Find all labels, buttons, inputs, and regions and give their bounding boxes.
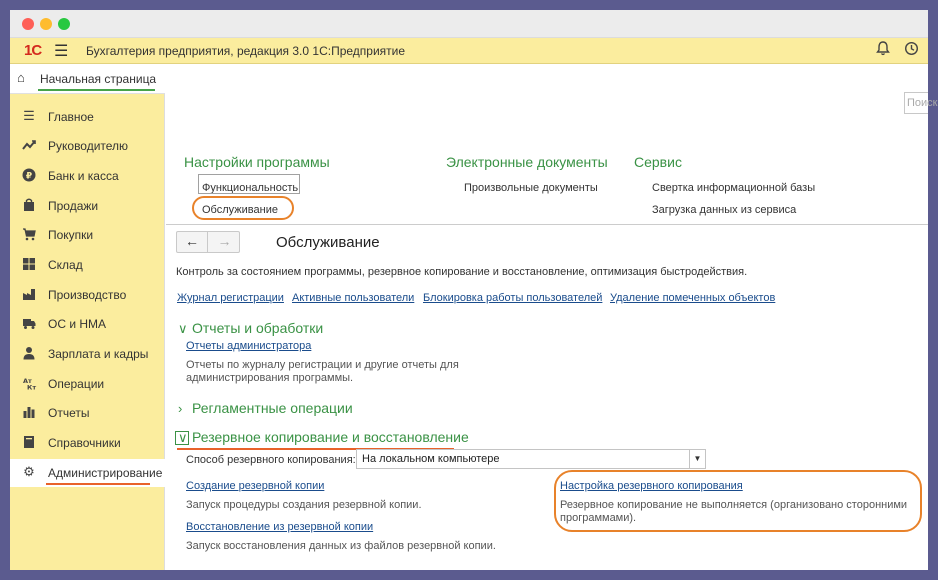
- link-custom-documents[interactable]: Произвольные документы: [464, 182, 598, 194]
- cart-icon: [22, 227, 36, 241]
- sidebar-item-label: Банк и касса: [48, 169, 119, 183]
- restore-backup-note: Запуск восстановления данных из файлов резервной копии.: [186, 540, 496, 552]
- history-icon[interactable]: [904, 41, 919, 60]
- sidebar-item-administration[interactable]: [10, 459, 165, 487]
- gear-icon: ⚙: [23, 464, 35, 479]
- link-admin-reports[interactable]: Отчеты администратора: [186, 340, 312, 352]
- sidebar-item-label: Администрирование: [48, 466, 163, 480]
- maximize-window-button[interactable]: [58, 18, 70, 30]
- group-backup-title: Резервное копирование и восстановление: [192, 429, 469, 445]
- menu-icon[interactable]: ☰: [54, 43, 69, 60]
- sidebar-item-operations[interactable]: [10, 370, 165, 398]
- group-routine[interactable]: [178, 400, 353, 416]
- group-backup[interactable]: [178, 429, 469, 446]
- sidebar-item-label: Отчеты: [48, 406, 90, 420]
- group-reports-title: Отчеты и обработки: [192, 320, 324, 336]
- window-titlebar: [10, 10, 928, 38]
- sidebar-item-label: ОС и НМА: [48, 317, 107, 331]
- app-header: [10, 38, 928, 64]
- app-window: [10, 10, 938, 570]
- link-functionality[interactable]: Функциональность: [202, 182, 299, 194]
- link-create-backup[interactable]: Создание резервной копии: [186, 480, 325, 492]
- chevron-down-icon[interactable]: ▼: [689, 450, 705, 468]
- backup-settings-highlight: [554, 470, 922, 532]
- sidebar-item-manager[interactable]: [10, 132, 165, 160]
- sidebar-item-label: Справочники: [48, 436, 121, 450]
- home-icon: ⌂: [17, 70, 25, 85]
- svg-text:Ат: Ат: [23, 377, 32, 385]
- trend-icon: [22, 138, 36, 152]
- sidebar-item-salary[interactable]: [10, 340, 165, 368]
- list-icon: ☰: [23, 108, 35, 123]
- sidebar-item-main[interactable]: [10, 103, 165, 131]
- sidebar-item-production[interactable]: [10, 281, 165, 309]
- sidebar-item-label: Покупки: [48, 228, 94, 242]
- link-restore-backup[interactable]: Восстановление из резервной копии: [186, 521, 374, 533]
- person-icon: [22, 346, 36, 360]
- sidebar-item-reports[interactable]: [10, 399, 165, 427]
- backup-method-value: На локальном компьютере: [362, 453, 500, 465]
- link-active-users[interactable]: Активные пользователи: [292, 292, 415, 304]
- forward-button[interactable]: →: [217, 233, 232, 249]
- reports-icon: [22, 405, 36, 419]
- group-reports[interactable]: [178, 320, 323, 337]
- 1c-logo: 1С: [24, 42, 42, 59]
- link-delete-marked[interactable]: Удаление помеченных объектов: [610, 292, 776, 304]
- link-data-import-from-service[interactable]: Загрузка данных из сервиса: [652, 204, 797, 216]
- chevron-down-icon: ∨: [178, 430, 188, 445]
- section-title-service: Сервис: [634, 154, 682, 170]
- ruble-icon: [22, 168, 36, 182]
- create-backup-note: Запуск процедуры создания резервной копии.: [186, 499, 422, 511]
- factory-icon: [22, 287, 36, 301]
- link-infobase-collapse[interactable]: Свертка информационной базы: [652, 182, 816, 194]
- maintenance-panel: [166, 224, 928, 570]
- minimize-window-button[interactable]: [40, 18, 52, 30]
- sidebar-item-purchases[interactable]: [10, 221, 165, 249]
- chevron-down-icon: ∨: [178, 321, 188, 336]
- panel-title: Обслуживание: [276, 234, 380, 251]
- search-input[interactable]: Поиск: [904, 92, 928, 114]
- section-title-settings: Настройки программы: [184, 154, 330, 170]
- admin-reports-note: Отчеты по журналу регистрации и другие отчеты для администрирования программы.: [186, 359, 459, 384]
- backup-method-select[interactable]: [356, 449, 706, 469]
- sidebar-item-label: Руководителю: [48, 139, 129, 153]
- book-icon: [22, 435, 36, 449]
- sidebar-item-label: Операции: [48, 377, 105, 391]
- sidebar-item-sales[interactable]: [10, 192, 165, 220]
- panel-description: Контроль за состоянием программы, резервное копирование и восстановление, оптимизация быстродействия.: [176, 266, 748, 278]
- functionality-focus-frame: [198, 174, 300, 194]
- truck-icon: [22, 316, 36, 330]
- sidebar-item-label: Зарплата и кадры: [48, 347, 149, 361]
- sidebar: [10, 64, 165, 570]
- nav-buttons: [176, 231, 240, 253]
- sidebar-item-assets[interactable]: [10, 310, 165, 338]
- maintenance-highlight: [192, 196, 294, 220]
- backup-settings-note: Резервное копирование не выполняется (организовано сторонними программами).: [560, 499, 908, 524]
- chevron-right-icon: ›: [178, 401, 183, 416]
- bag-icon: [22, 198, 36, 212]
- sidebar-item-warehouse[interactable]: [10, 251, 165, 279]
- svg-text:₽: ₽: [25, 171, 33, 182]
- sidebar-item-bank[interactable]: [10, 162, 165, 190]
- link-block-users[interactable]: Блокировка работы пользователей: [423, 292, 603, 304]
- bell-icon[interactable]: [876, 41, 890, 60]
- section-title-edocs: Электронные документы: [446, 154, 608, 170]
- sidebar-item-label: Склад: [48, 258, 83, 272]
- link-backup-settings[interactable]: Настройка резервного копирования: [560, 480, 743, 492]
- sidebar-item-label: Производство: [48, 288, 127, 302]
- group-routine-title: Регламентные операции: [192, 400, 353, 416]
- sidebar-item-label: Главное: [48, 110, 94, 124]
- warehouse-icon: [22, 257, 36, 271]
- back-button[interactable]: ←: [177, 232, 208, 252]
- operations-icon: [22, 376, 36, 390]
- sidebar-item-directories[interactable]: [10, 429, 165, 457]
- home-tab-underline: [38, 89, 155, 91]
- close-window-button[interactable]: [22, 18, 34, 30]
- backup-method-label: Способ резервного копирования:: [186, 454, 356, 466]
- home-tab-label: Начальная страница: [40, 72, 157, 86]
- sidebar-item-label: Продажи: [48, 199, 99, 213]
- link-event-log[interactable]: Журнал регистрации: [177, 292, 284, 304]
- svg-text:Кт: Кт: [27, 383, 37, 392]
- app-title: Бухгалтерия предприятия, редакция 3.0 1С:Предприятие: [86, 44, 406, 58]
- administration-underline: [46, 483, 150, 485]
- home-tab[interactable]: [10, 64, 165, 94]
- link-maintenance[interactable]: Обслуживание: [202, 204, 278, 216]
